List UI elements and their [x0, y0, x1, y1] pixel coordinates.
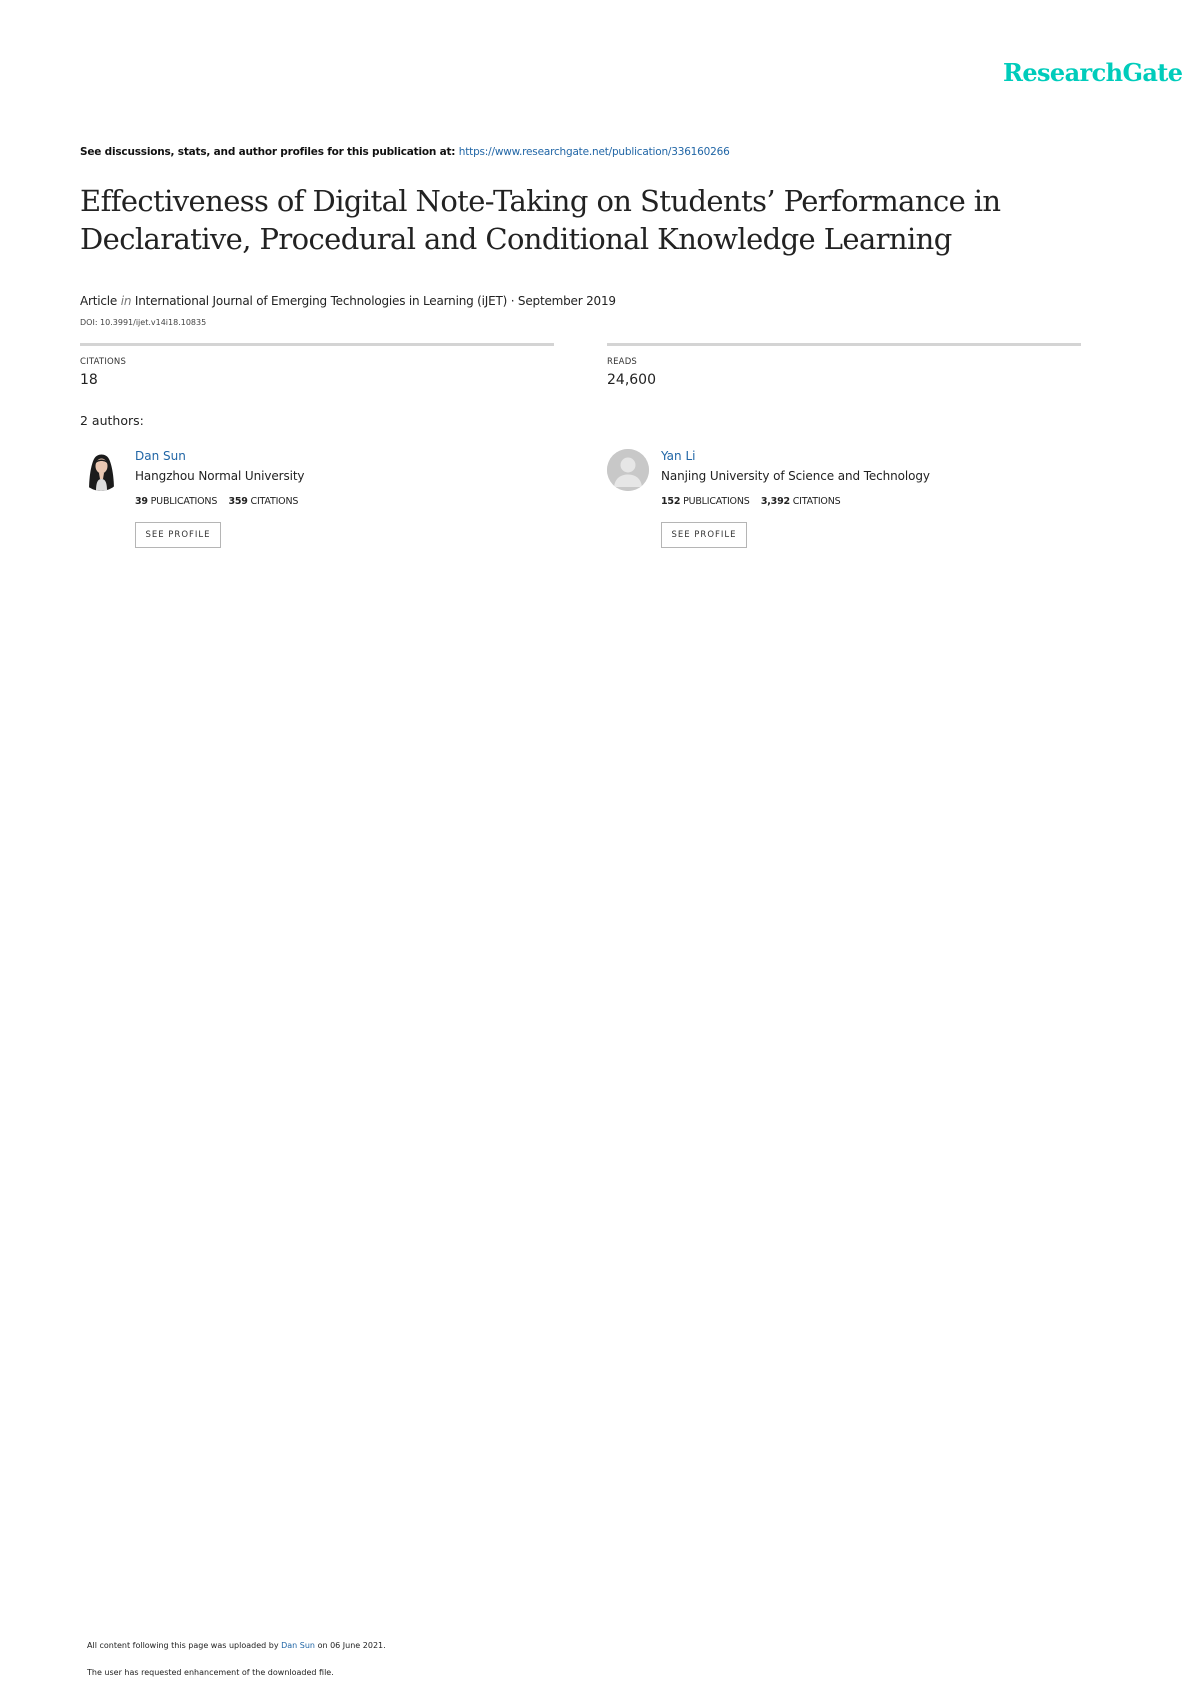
author-stats — [135, 496, 298, 507]
reads-value: 24,600 — [607, 372, 656, 388]
author-photo-yan-li[interactable] — [607, 449, 649, 491]
enhancement-note: The user has requested enhancement of the downloaded file. — [87, 1668, 334, 1677]
upload-prefix: All content following this page was uploaded by — [87, 1641, 279, 1650]
publications-label: PUBLICATIONS — [150, 496, 218, 507]
reads-divider — [607, 343, 1081, 346]
publications-label: PUBLICATIONS — [683, 496, 750, 507]
author-photo-icon — [80, 449, 122, 491]
author-stats — [661, 496, 840, 507]
see-profile-button[interactable]: SEE PROFILE — [135, 522, 221, 548]
see-discussions-text: See discussions, stats, and author profiles for this publication at: — [80, 146, 456, 158]
default-user-icon — [607, 449, 649, 491]
author-institution: Nanjing University of Science and Technology — [661, 469, 930, 483]
citations-count: 3,392 — [760, 496, 790, 507]
doi-text[interactable]: DOI: 10.3991/ijet.v14i18.10835 — [80, 318, 207, 327]
uploader-link[interactable]: Dan Sun — [281, 1641, 316, 1650]
author-name-yan-li[interactable]: Yan Li — [661, 449, 696, 463]
reads-label: READS — [607, 357, 638, 367]
publication-title: Effectiveness of Digital Note-Taking on Students’ Performance in Declarative, Procedural and Conditional Knowledge Learning — [80, 184, 1001, 256]
authors-count: 2 authors: — [80, 413, 144, 428]
citations-label: CITATIONS — [80, 357, 127, 367]
see-profile-button[interactable]: SEE PROFILE — [661, 522, 747, 548]
citations-count: 359 — [228, 496, 248, 507]
article-type: Article — [80, 294, 118, 308]
author-citations-label: CITATIONS — [792, 496, 841, 507]
author-photo-dan-sun[interactable] — [80, 449, 122, 491]
author-name-dan-sun[interactable]: Dan Sun — [135, 449, 186, 463]
publication-url-link[interactable]: https://www.researchgate.net/publication/336160266 — [458, 146, 730, 158]
author-citations-label: CITATIONS — [250, 496, 299, 507]
see-discussions-line — [80, 146, 730, 158]
author-institution: Hangzhou Normal University — [135, 469, 305, 483]
in-label: in — [120, 294, 132, 308]
citations-value: 18 — [80, 372, 98, 388]
publications-count: 152 — [661, 496, 681, 507]
upload-suffix: on 06 June 2021. — [317, 1641, 386, 1650]
article-journal-line — [80, 294, 616, 308]
journal-date: International Journal of Emerging Technologies in Learning (iJET) · September 2019 — [134, 294, 616, 308]
citations-divider — [80, 343, 554, 346]
researchgate-logo[interactable]: ResearchGate — [1003, 58, 1183, 87]
upload-note — [87, 1641, 386, 1650]
publications-count: 39 — [135, 496, 148, 507]
